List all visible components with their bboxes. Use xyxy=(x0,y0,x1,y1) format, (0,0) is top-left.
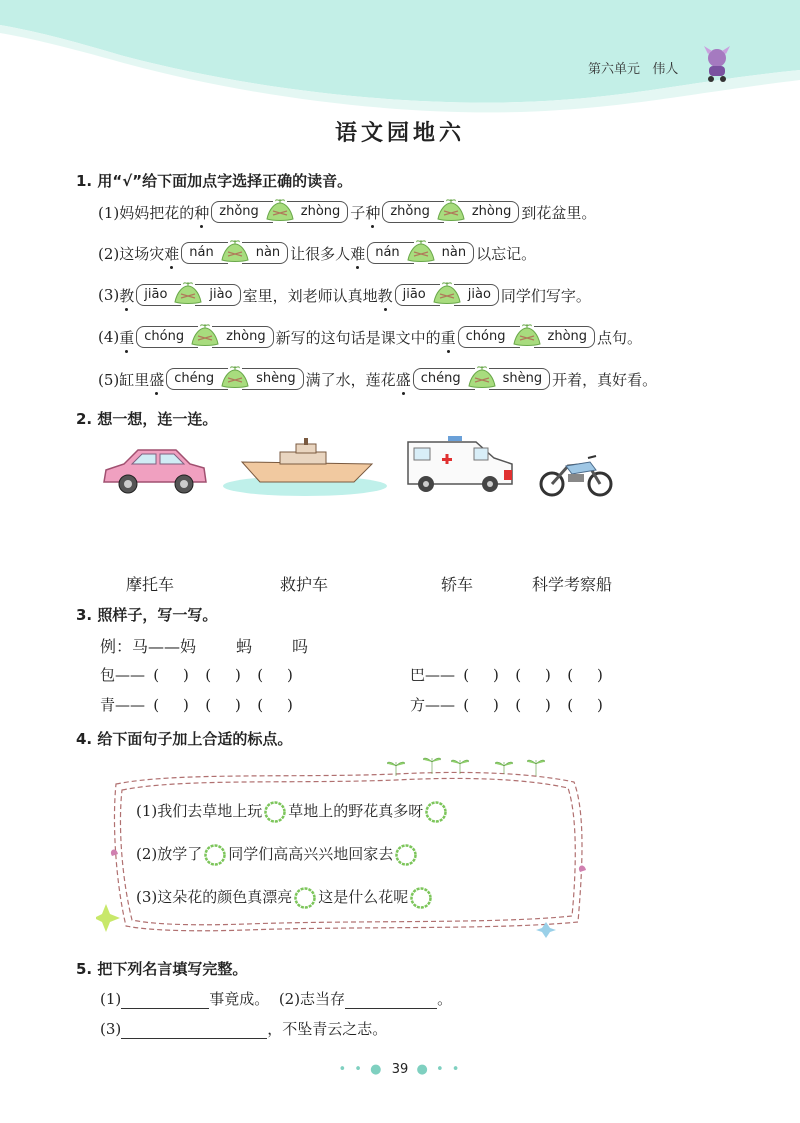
punct-sentence-3: (3)这朵花的颜色真漂亮 这是什么花呢 xyxy=(136,886,434,909)
sprout-icon xyxy=(510,324,544,350)
vehicle-label-ambulance: 救护车 xyxy=(280,575,329,594)
footer-dots-right: ● • • xyxy=(416,1062,462,1077)
page-number: 39 xyxy=(391,1062,409,1077)
pinyin-option[interactable]: zhǒng xyxy=(382,201,444,223)
motorcycle-icon xyxy=(538,452,614,498)
fill-row-1-right[interactable]: 巴—— ( ) ( ) ( ) xyxy=(410,666,603,684)
sprout-icon xyxy=(434,199,468,225)
reading-item-3: (3) 教 jiāo jiào 室里，刘老师认真地 教 jiāo jiào 同学们写字。 xyxy=(98,283,591,307)
punct-sentence-1: (1)我们去草地上玩 草地上的野花真多呀 xyxy=(136,800,449,823)
quote-line-2: (3) ，不坠青云之志。 xyxy=(100,1020,388,1038)
reading-item-5: (5)缸里 盛 chéng shèng 满了水，莲花 盛 chéng shèng 开着，真好看。 xyxy=(98,367,657,391)
pinyin-option[interactable]: jiào xyxy=(195,284,240,306)
pinyin-option[interactable]: zhòng xyxy=(287,201,349,223)
example-line: 例：马——妈 蚂 吗 xyxy=(100,637,309,656)
pinyin-option[interactable]: nán xyxy=(181,242,227,264)
sprout-icon xyxy=(171,282,205,308)
answer-circle[interactable] xyxy=(410,887,432,909)
unit-label: 第六单元 伟人 xyxy=(588,62,679,77)
fill-row-2-right[interactable]: 方—— ( ) ( ) ( ) xyxy=(410,696,603,714)
question-2-title: 2. 想一想，连一连。 xyxy=(76,410,218,428)
pinyin-option[interactable]: zhòng xyxy=(534,326,596,348)
quote-blank-1[interactable] xyxy=(121,992,209,1009)
reading-item-4: (4) 重 chóng zhòng 新写的这句话是课文中的 重 chóng zhòng 点句。 xyxy=(98,325,642,349)
mascot-icon xyxy=(700,44,734,84)
sprout-icon xyxy=(188,324,222,350)
fill-row-1-left[interactable]: 包—— ( ) ( ) ( ) xyxy=(100,666,293,684)
sprout-icon xyxy=(263,199,297,225)
pinyin-option[interactable]: jiāo xyxy=(395,284,440,306)
pinyin-option[interactable]: chéng xyxy=(413,368,475,390)
pinyin-option[interactable]: chóng xyxy=(458,326,520,348)
vehicle-label-ship: 科学考察船 xyxy=(532,575,613,594)
pinyin-option[interactable]: nán xyxy=(367,242,413,264)
pinyin-choice xyxy=(136,282,240,308)
pinyin-choice xyxy=(211,199,348,225)
question-3-title: 3. 照样子，写一写。 xyxy=(76,606,218,624)
pinyin-option[interactable]: chéng xyxy=(166,368,228,390)
pinyin-option[interactable]: nàn xyxy=(428,242,474,264)
pinyin-choice xyxy=(382,199,519,225)
answer-circle[interactable] xyxy=(425,801,447,823)
sprout-icon xyxy=(430,282,464,308)
footer-dots-left: • • ● xyxy=(338,1062,384,1077)
pinyin-choice xyxy=(395,282,499,308)
pinyin-choice xyxy=(166,366,303,392)
car-icon xyxy=(98,442,210,498)
pinyin-choice xyxy=(367,240,474,266)
sprout-icon xyxy=(404,240,438,266)
vehicle-label-motorcycle: 摩托车 xyxy=(126,575,175,594)
pinyin-option[interactable]: shèng xyxy=(242,368,304,390)
sprout-icon xyxy=(465,366,499,392)
pinyin-option[interactable]: zhǒng xyxy=(211,201,273,223)
page-title: 语文园地六 xyxy=(334,120,465,146)
sprout-icon xyxy=(218,366,252,392)
punct-sentence-2: (2)放学了 同学们高高兴兴地回家去 xyxy=(136,843,419,866)
answer-circle[interactable] xyxy=(264,801,286,823)
question-1-title: 1. 用“√”给下面加点字选择正确的读音。 xyxy=(76,172,353,190)
pinyin-option[interactable]: zhòng xyxy=(212,326,274,348)
question-5-title: 5. 把下列名言填写完整。 xyxy=(76,960,248,978)
pinyin-option[interactable]: jiāo xyxy=(136,284,181,306)
pinyin-choice xyxy=(181,240,288,266)
page-footer xyxy=(0,1062,800,1077)
pinyin-choice xyxy=(136,324,273,350)
pinyin-choice xyxy=(413,366,550,392)
ambulance-icon xyxy=(404,436,516,496)
quote-blank-2[interactable] xyxy=(345,992,437,1009)
pinyin-option[interactable]: chóng xyxy=(136,326,198,348)
ship-icon xyxy=(222,438,388,498)
vehicle-label-car: 轿车 xyxy=(441,575,474,594)
pinyin-choice xyxy=(458,324,595,350)
sprout-icon xyxy=(218,240,252,266)
reading-item-1: (1)妈妈把花的 种 zhǒng zhòng 子 种 zhǒng zhòng 到花盆里。 xyxy=(98,200,596,224)
pinyin-option[interactable]: jiào xyxy=(454,284,499,306)
pinyin-option[interactable]: shèng xyxy=(489,368,551,390)
quote-line-1: (1) 事竟成。 (2)志当存 。 xyxy=(100,990,453,1008)
pinyin-option[interactable]: zhòng xyxy=(458,201,520,223)
header-wave-band xyxy=(0,0,800,120)
quote-blank-3[interactable] xyxy=(121,1022,267,1039)
fill-row-2-left[interactable]: 青—— ( ) ( ) ( ) xyxy=(100,696,293,714)
answer-circle[interactable] xyxy=(204,844,226,866)
pinyin-option[interactable]: nàn xyxy=(242,242,288,264)
answer-circle[interactable] xyxy=(294,887,316,909)
question-4-title: 4. 给下面句子加上合适的标点。 xyxy=(76,730,293,748)
reading-item-2: (2)这场灾 难 nán nàn 让很多人 难 nán nàn 以忘记。 xyxy=(98,241,536,265)
answer-circle[interactable] xyxy=(395,844,417,866)
